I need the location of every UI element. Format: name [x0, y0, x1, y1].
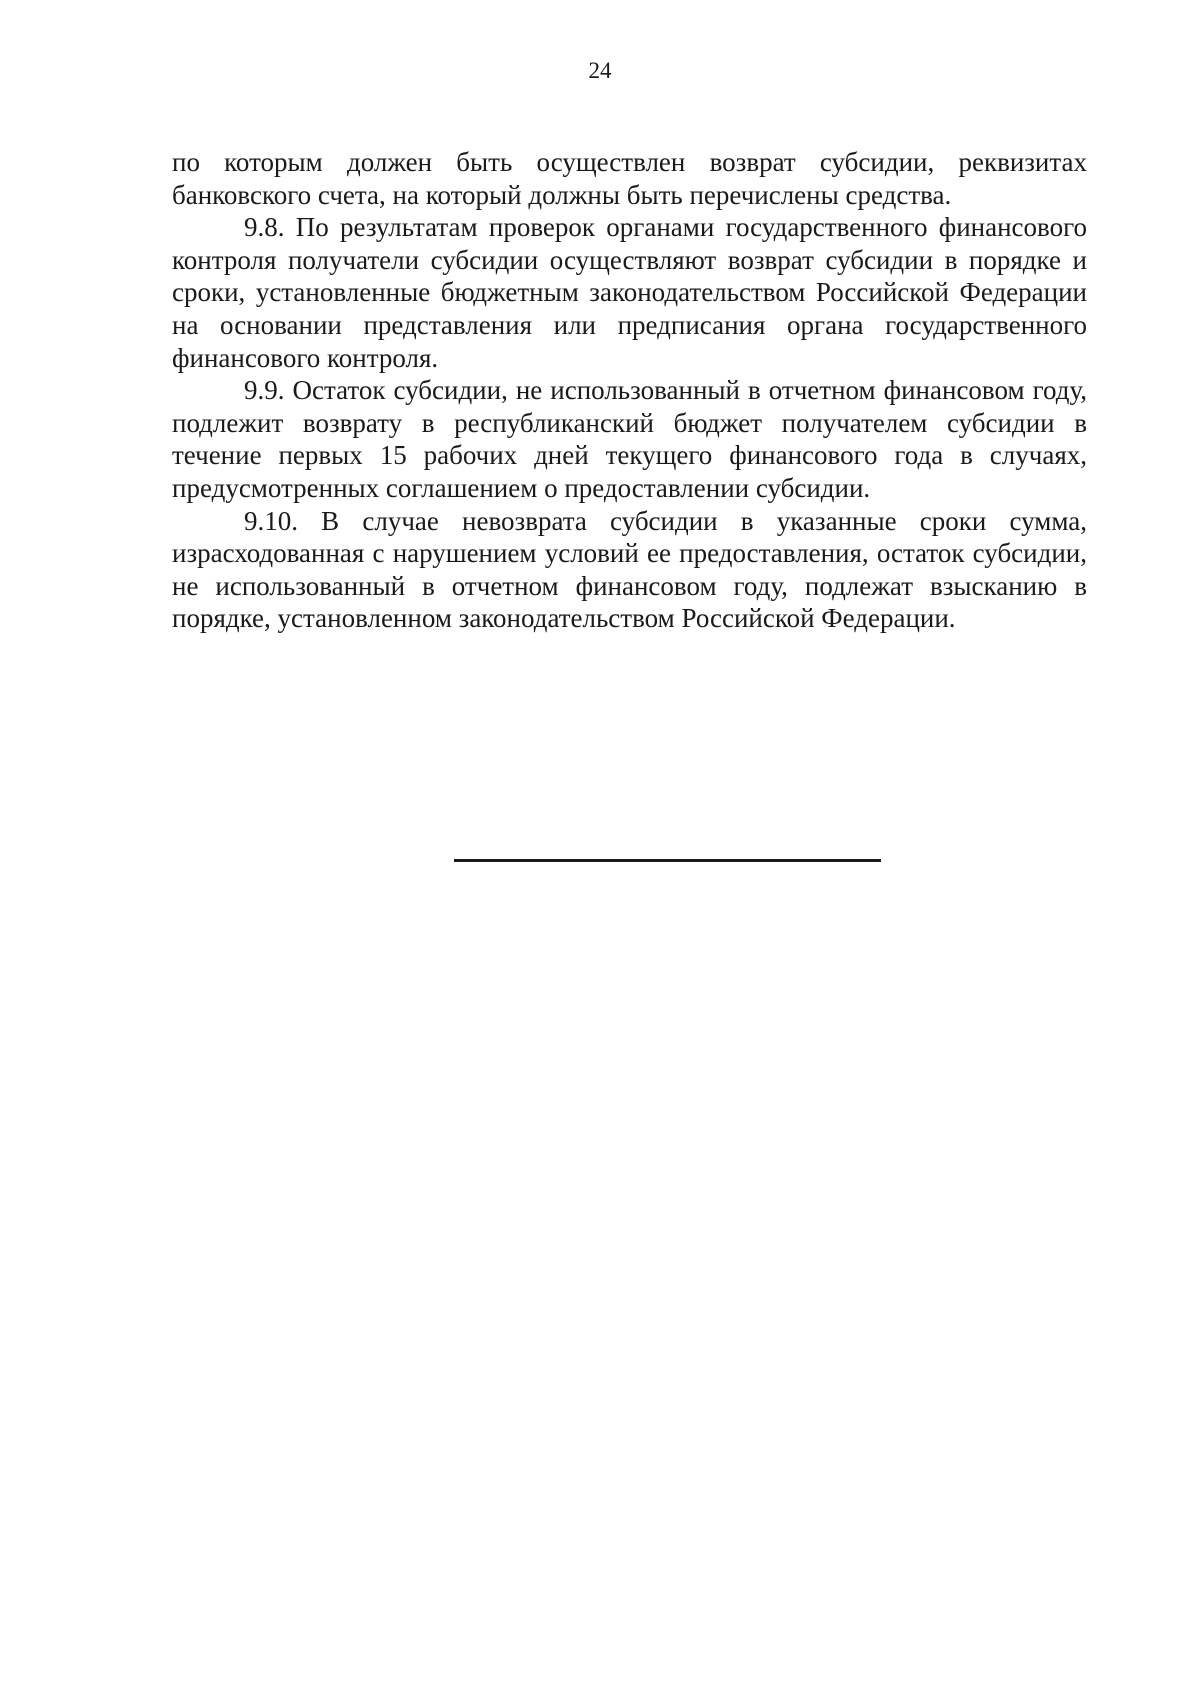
paragraph-9-9: 9.9. Остаток субсидии, не использованный в отчетном финансовом году, подлежит возврату в республиканский бюджет получателем субсидии в течение первых 15 рабочих дней текущего финансового года в случаях, предусмотренных соглашением о предоставлении субсидии.	[172, 375, 1087, 503]
paragraph-continuation: по которым должен быть осуществлен возврат субсидии, реквизитах банковского счета, на который должны быть перечислены средства.	[172, 147, 1087, 210]
document-body	[172, 146, 1087, 635]
paragraph-9-10: 9.10. В случае невозврата субсидии в указанные сроки сумма, израсходованная с нарушением условий ее предоставления, остаток субсидии, не использованный в отчетном финансовом году, подлежат взысканию в порядке, установленном законодательством Российской Федерации.	[172, 505, 1087, 634]
end-of-document-rule	[454, 859, 881, 862]
page-number: 24	[588, 58, 612, 83]
paragraph-9-8: 9.8. По результатам проверок органами государственного финансового контроля получатели субсидии осуществляют возврат субсидии в порядке и сроки, установленные бюджетным законодательством Российской Федерации на основании представления или предписания органа государственного финансового контроля.	[172, 212, 1087, 373]
